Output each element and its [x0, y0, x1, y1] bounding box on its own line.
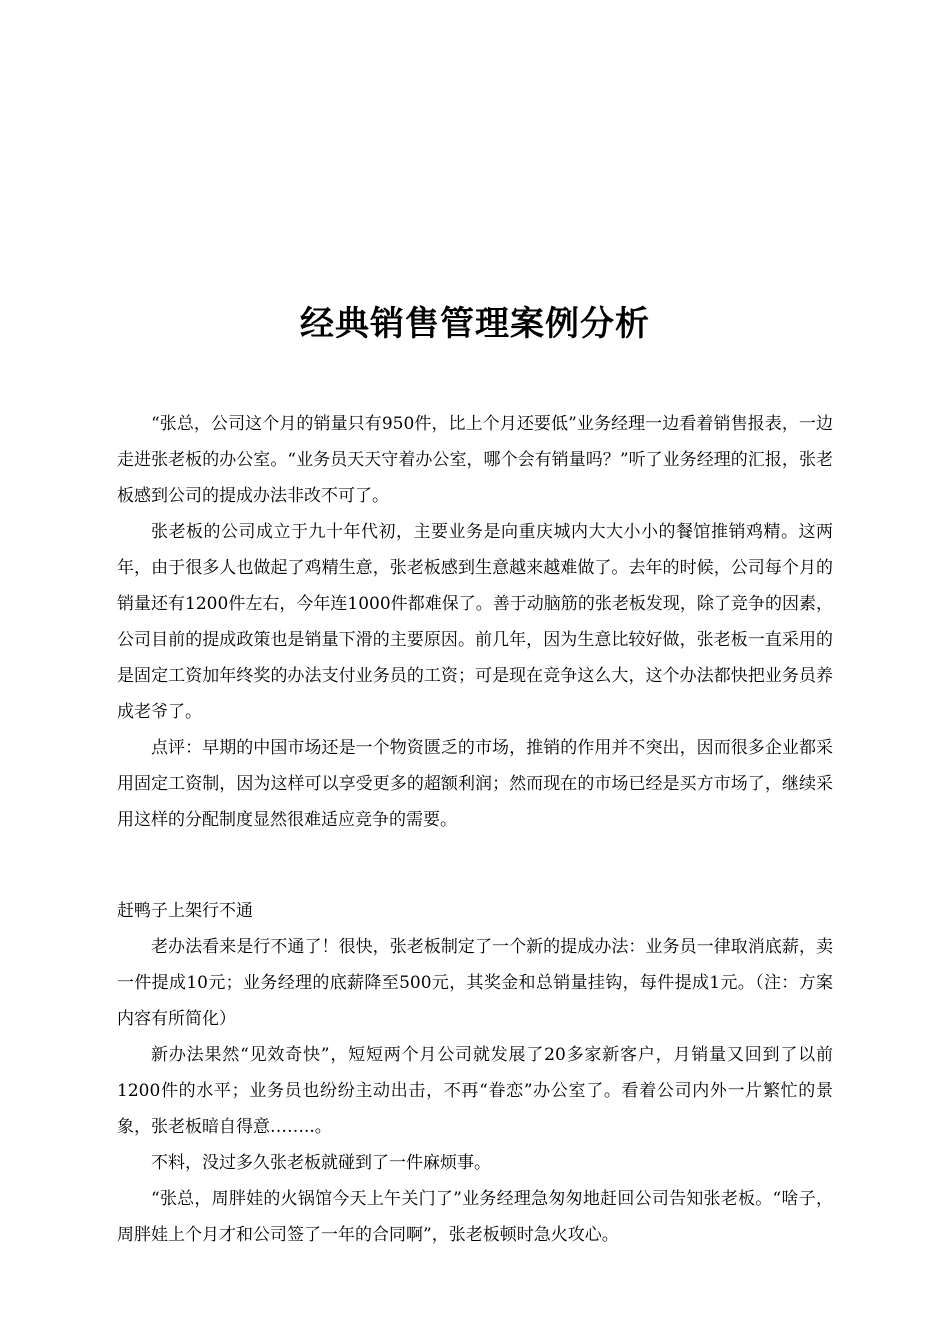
section	[117, 893, 833, 1253]
paragraph: 张老板的公司成立于九十年代初，主要业务是向重庆城内大大小小的餐馆推销鸡精。这两年，由于很多人也做起了鸡精生意，张老板感到生意越来越难做了。去年的时候，公司每个月的销量还有1200件左右，今年连1000件都难保了。善于动脑筋的张老板发现，除了竞争的因素，公司目前的提成政策也是销量下滑的主要原因。前几年，因为生意比较好做，张老板一直采用的是固定工资加年终奖的办法支付业务员的工资；可是现在竞争这么大，这个办法都快把业务员养成老爷了。	[117, 522, 833, 722]
paragraph: 不料，没过多久张老板就碰到了一件麻烦事。	[151, 1153, 491, 1173]
paragraph: “张总，周胖娃的火锅馆今天上午关门了”业务经理急匆匆地赶回公司告知张老板。“啥子，周胖娃上个月才和公司签了一年的合同啊”，张老板顿时急火攻心。	[117, 1189, 833, 1245]
paragraph: 老办法看来是行不通了！很快，张老板制定了一个新的提成办法：业务员一律取消底薪，卖一件提成10元；业务经理的底薪降至500元，其奖金和总销量挂钩，每件提成1元。（注：方案内容有所简化）	[117, 937, 833, 1029]
intro-section	[117, 406, 833, 838]
paragraph: “张总，公司这个月的销量只有950件，比上个月还要低”业务经理一边看着销售报表，一边走进张老板的办公室。“业务员天天守着办公室，哪个会有销量吗？”听了业务经理的汇报，张老板感到公司的提成办法非改不可了。	[117, 414, 833, 506]
section-heading: 赶鸭子上架行不通	[117, 901, 253, 921]
comment-paragraph: 点评：早期的中国市场还是一个物资匮乏的市场，推销的作用并不突出，因而很多企业都采用固定工资制，因为这样可以享受更多的超额利润；然而现在的市场已经是买方市场了，继续采用这样的分配制度显然很难适应竞争的需要。	[117, 738, 833, 830]
paragraph: 新办法果然“见效奇快”，短短两个月公司就发展了20多家新客户，月销量又回到了以前1200件的水平；业务员也纷纷主动出击，不再“眷恋”办公室了。看着公司内外一片繁忙的景象，张老板暗自得意……..。	[117, 1045, 833, 1137]
document-title: 经典销售管理案例分析	[300, 303, 650, 344]
